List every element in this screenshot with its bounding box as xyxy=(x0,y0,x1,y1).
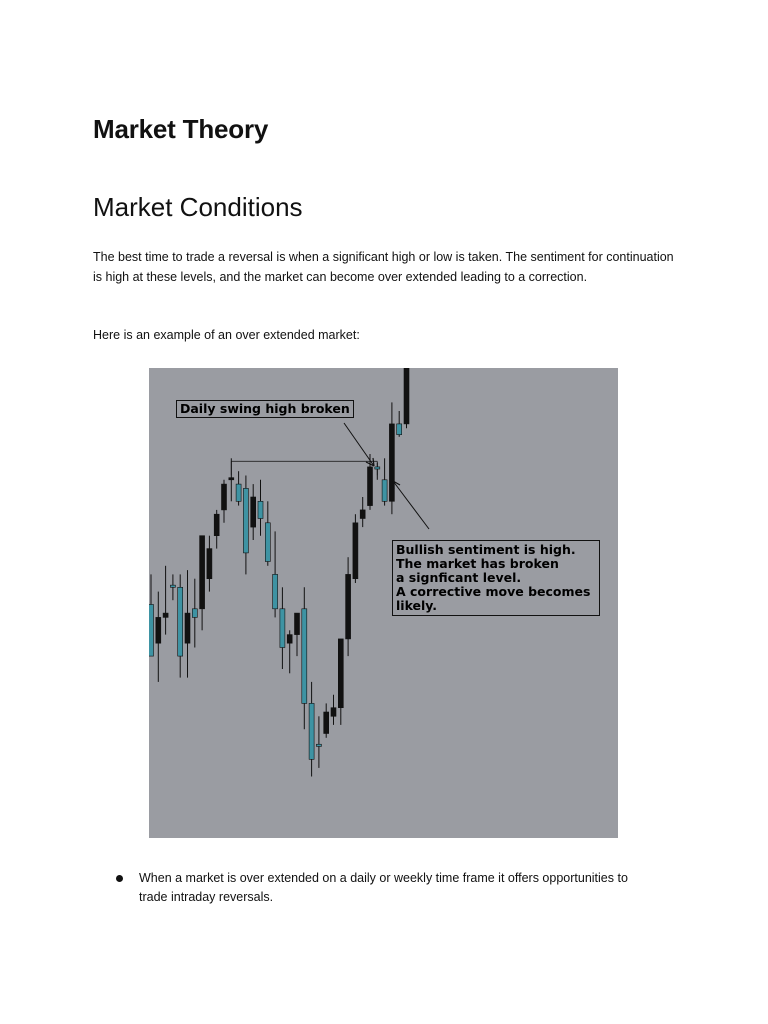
bullet-icon xyxy=(116,875,123,882)
sentiment-arrow-line xyxy=(393,481,429,529)
bearish-candle xyxy=(382,480,387,502)
sentiment-line-5: likely. xyxy=(396,598,438,613)
bearish-candle xyxy=(258,501,263,518)
bullish-candle xyxy=(251,497,256,527)
bearish-candle xyxy=(302,609,307,704)
bearish-candle xyxy=(280,609,285,648)
bearish-candle xyxy=(192,609,197,618)
bearish-candle xyxy=(316,744,321,746)
bullish-candle xyxy=(324,712,329,734)
bullish-candle xyxy=(404,368,409,424)
bullish-candle xyxy=(163,613,168,617)
intro-paragraph: The best time to trade a reversal is when a significant high or low is taken. The sentiment for continuation is high at these levels, and the market can become over extended leading to a correction. xyxy=(93,250,674,284)
sentiment-line-3: a signficant level. xyxy=(396,570,522,585)
bullish-candle xyxy=(200,536,205,609)
bullish-candle xyxy=(331,708,336,717)
sentiment-line-2: The market has broken xyxy=(396,556,559,571)
example-paragraph: Here is an example of an over extended market: xyxy=(93,328,360,342)
bearish-candle xyxy=(178,587,183,656)
bullish-candle xyxy=(185,613,190,643)
annotation-arrows xyxy=(344,423,429,529)
bullish-candle xyxy=(368,467,373,506)
swing-high-callout: Daily swing high broken xyxy=(176,400,354,418)
bullish-candle xyxy=(156,617,161,643)
bullish-candle xyxy=(207,549,212,579)
bullish-candle xyxy=(222,484,227,510)
bearish-candle xyxy=(236,484,241,501)
bullet-list xyxy=(116,869,636,907)
bullish-candle xyxy=(360,510,365,519)
bullish-candle xyxy=(229,478,234,480)
page-title: Market Theory xyxy=(93,114,269,144)
bearish-candle xyxy=(375,467,380,469)
swing-high-line xyxy=(231,461,377,475)
bearish-candle xyxy=(273,574,278,608)
bullish-candle xyxy=(287,635,292,644)
bullish-candle xyxy=(214,514,219,536)
bearish-candle xyxy=(265,523,270,562)
sentiment-line-1: Bullish sentiment is high. xyxy=(396,542,576,557)
bullish-candle xyxy=(338,639,343,708)
swing-label-arrow-line xyxy=(344,423,374,466)
bearish-candle xyxy=(397,424,402,435)
bearish-candle xyxy=(149,605,154,657)
bearish-candle xyxy=(170,585,175,587)
bullish-candle xyxy=(346,574,351,639)
candlestick-chart xyxy=(149,368,618,838)
sentiment-callout xyxy=(392,540,600,616)
bullish-candle xyxy=(389,424,394,501)
section-heading: Market Conditions xyxy=(93,192,303,222)
list-item xyxy=(116,869,636,907)
bullish-candle xyxy=(295,613,300,635)
bearish-candle xyxy=(309,703,314,759)
bullet-text: When a market is over extended on a daily or weekly time frame it offers opportunities to trade intraday reversals. xyxy=(139,871,628,904)
bullish-candle xyxy=(353,523,358,579)
candles xyxy=(149,368,409,777)
bearish-candle xyxy=(243,488,248,553)
sentiment-line-4: A corrective move becomes xyxy=(396,584,591,599)
